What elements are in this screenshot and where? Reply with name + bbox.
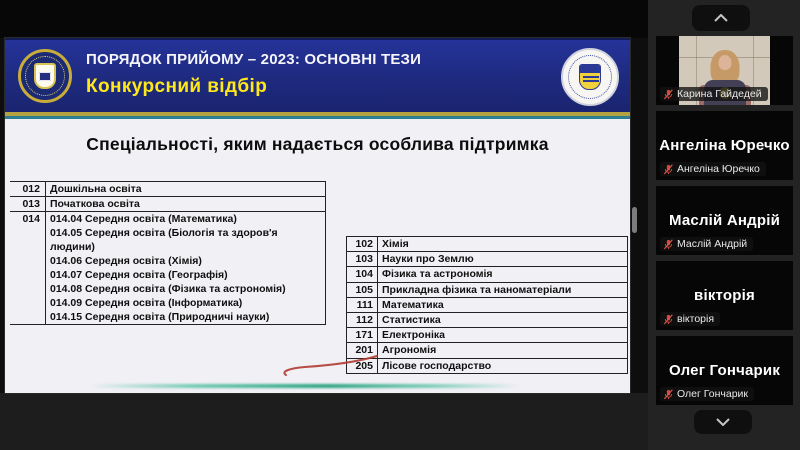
participant-tile[interactable] bbox=[656, 111, 793, 180]
participant-display-name: Олег Гончарик bbox=[668, 362, 781, 379]
screen-scrollbar-thumb[interactable] bbox=[632, 207, 637, 233]
participant-name-label: Ангеліна Юречко bbox=[660, 162, 766, 176]
participant-display-name: Маслій Андрій bbox=[668, 212, 780, 229]
mic-off-icon bbox=[663, 89, 674, 100]
participant-display-name: Ангеліна Юречко bbox=[659, 137, 790, 154]
participant-name-label: вікторія bbox=[660, 312, 720, 326]
table-row: 012 Дошкільна освіта bbox=[10, 182, 326, 197]
participant-display-name: вікторія bbox=[694, 287, 755, 304]
screen-bottom-letterbox bbox=[0, 393, 648, 450]
expand-panel-button[interactable] bbox=[694, 410, 752, 434]
mic-off-icon bbox=[663, 239, 674, 250]
participant-name-label: Олег Гончарик bbox=[660, 387, 754, 401]
university-logo-icon bbox=[18, 49, 72, 103]
table-row: 111 Математика bbox=[347, 298, 627, 313]
mic-off-icon bbox=[663, 389, 674, 400]
table-row: 112 Статистика bbox=[347, 313, 627, 328]
participant-tile[interactable] bbox=[656, 261, 793, 330]
slide-body bbox=[5, 119, 630, 393]
presentation-slide bbox=[5, 38, 630, 393]
table-row: 102 Хімія bbox=[347, 237, 627, 252]
chevron-down-icon bbox=[715, 418, 731, 426]
participant-name-label: Маслій Андрій bbox=[660, 237, 753, 251]
slide-header bbox=[5, 38, 630, 112]
participant-name-label: Карина Гайдедей bbox=[660, 87, 768, 101]
left-table bbox=[10, 181, 326, 325]
participants-panel bbox=[648, 0, 800, 450]
chevron-up-icon bbox=[713, 14, 729, 22]
table-row: 103 Науки про Землю bbox=[347, 252, 627, 267]
participant-tile[interactable] bbox=[656, 186, 793, 255]
mic-off-icon bbox=[663, 314, 674, 325]
mic-off-icon bbox=[663, 164, 674, 175]
table-row: 104 Фізика та астрономія bbox=[347, 267, 627, 282]
table-row: 014 014.04 Середня освіта (Математика) 014.05 Середня освіта (Біологія та здоров'я людини) 014.06 Середня освіта (Хімія) 014.07 Середня освіта (Географія) 014.08 Середня освіта (Фізика та астрономія) 014.09 Середня освіта (Інформатика) 014.15 Середня освіта (Природничі науки) bbox=[10, 212, 326, 325]
screen-top-letterbox bbox=[0, 0, 648, 38]
table-row: 201 Агрономія bbox=[347, 343, 627, 358]
participant-tile[interactable] bbox=[656, 336, 793, 405]
participant-tile-video[interactable] bbox=[656, 36, 793, 105]
collapse-panel-button[interactable] bbox=[692, 5, 750, 31]
slide-header-title: ПОРЯДОК ПРИЙОМУ – 2023: ОСНОВНІ ТЕЗИ bbox=[86, 51, 422, 68]
table-row: 105 Прикладна фізика та наноматеріали bbox=[347, 283, 627, 298]
admission-committee-logo-icon bbox=[561, 48, 619, 106]
right-table bbox=[346, 236, 628, 374]
table-row: 205 Лісове господарство bbox=[347, 359, 627, 374]
green-highlight-line bbox=[90, 384, 520, 388]
slide-title: Спеціальності, яким надається особлива підтримка bbox=[86, 134, 549, 154]
table-row: 013 Початкова освіта bbox=[10, 197, 326, 212]
slide-header-subtitle: Конкурсний відбір bbox=[86, 76, 268, 97]
table-row: 171 Електроніка bbox=[347, 328, 627, 343]
